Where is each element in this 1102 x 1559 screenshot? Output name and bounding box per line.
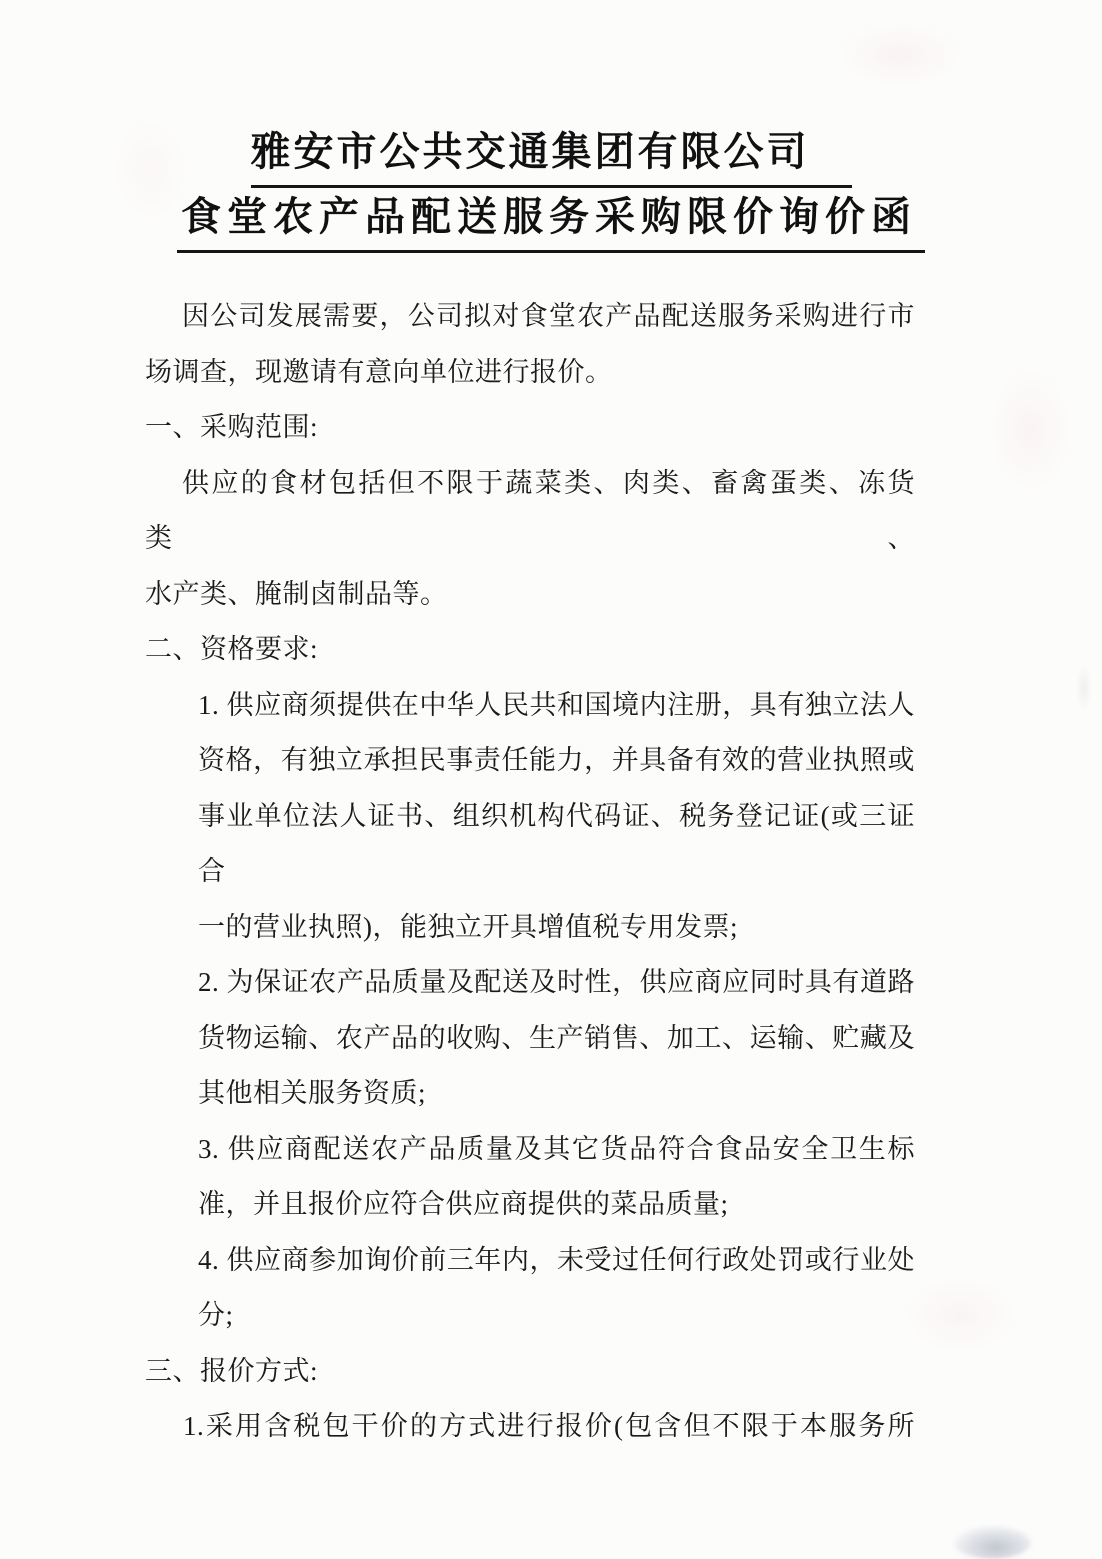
qualification-item-2-line: 其他相关服务资质; (198, 1078, 427, 1108)
qualification-item-2-line: 货物运输、农产品的收购、生产销售、加工、运输、贮藏及 (198, 1022, 915, 1053)
title-line-1-text: 雅安市公共交通集团有限公司 (251, 123, 852, 188)
section-heading-2: 二、资格要求: (145, 634, 319, 664)
title-line-1 (0, 123, 1102, 188)
qualification-item-1-line: 资格，有独立承担民事责任能力，并具备有效的营业执照或 (198, 745, 915, 775)
quote-method-item-1-line: 1.采用含税包干价的方式进行报价(包含但不限于本服务所 (183, 1411, 915, 1441)
section-heading-3: 三、报价方式: (145, 1355, 319, 1386)
title-line-2 (0, 188, 1102, 253)
qualification-item-1-line: 1. 供应商须提供在中华人民共和国境内注册，具有独立法人 (198, 689, 915, 720)
qualification-item-1-line: 一的营业执照)，能独立开具增值税专用发票; (198, 911, 738, 942)
qualification-item-4-line: 4. 供应商参加询价前三年内，未受过任何行政处罚或行业处 (198, 1244, 915, 1275)
intro-paragraph-line: 因公司发展需要，公司拟对食堂农产品配送服务采购进行市 (182, 301, 915, 331)
document-title (0, 123, 1102, 253)
qualification-item-3-line: 3. 供应商配送农产品质量及其它货品符合食品安全卫生标 (198, 1133, 915, 1164)
scan-smudge (1076, 666, 1092, 710)
scope-paragraph-line: 水产类、腌制卤制品等。 (145, 578, 448, 609)
qualification-item-2-line: 2. 为保证农产品质量及配送及时性，供应商应同时具有道路 (198, 967, 915, 997)
qualification-item-1-line: 事业单位法人证书、组织机构代码证、税务登记证(或三证合 (198, 800, 915, 886)
title-line-2-text: 食堂农产品配送服务采购限价询价函 (177, 188, 925, 253)
intro-paragraph-line: 场调查，现邀请有意向单位进行报价。 (145, 356, 613, 387)
scan-smudge (953, 1526, 1031, 1559)
qualification-item-3-line: 准，并且报价应符合供应商提供的菜品质量; (198, 1189, 729, 1219)
qualification-item-4-line: 分; (198, 1300, 234, 1330)
section-heading-1: 一、采购范围: (145, 412, 319, 442)
document-body (145, 289, 915, 1455)
scope-paragraph-line: 供应的食材包括但不限于蔬菜类、肉类、畜禽蛋类、冻货类、 (145, 467, 915, 553)
